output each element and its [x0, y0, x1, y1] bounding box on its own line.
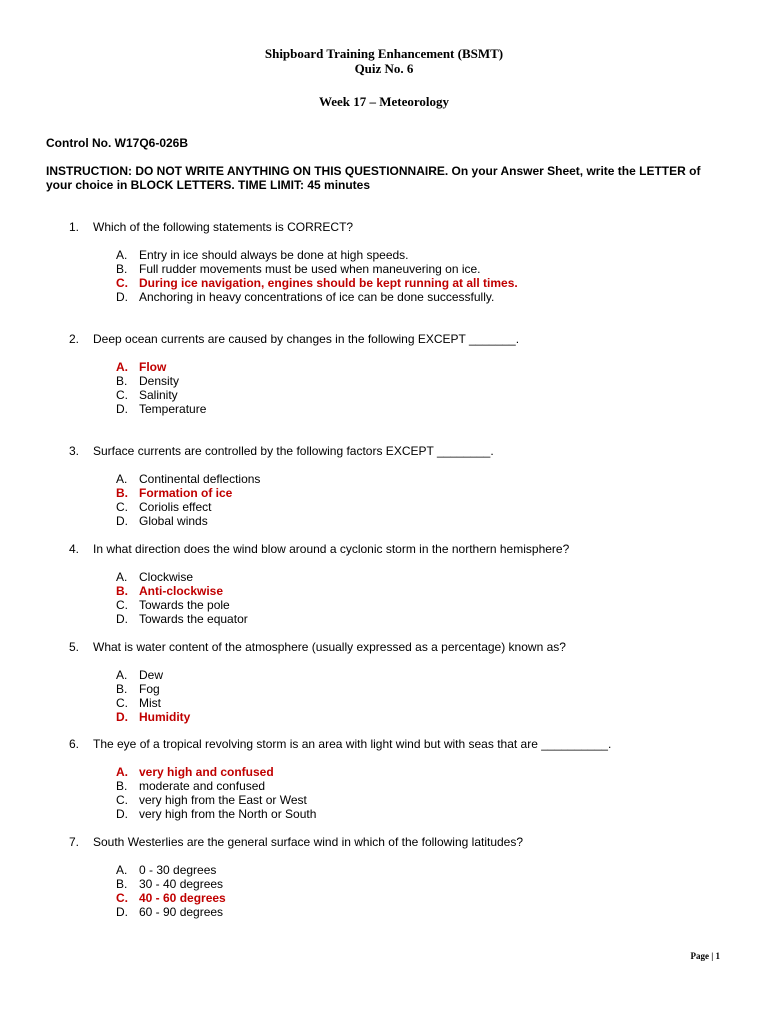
question-number: 3. [69, 444, 80, 458]
option-text: Density [139, 374, 180, 388]
option-text: Dew [139, 668, 164, 682]
option-letter: B. [116, 262, 128, 276]
option-text: Coriolis effect [139, 500, 212, 514]
option-a-correct [0, 765, 768, 779]
option-text: 0 - 30 degrees [139, 863, 217, 877]
document-header [0, 46, 768, 76]
option-text: 60 - 90 degrees [139, 905, 224, 919]
option-letter: C. [116, 696, 128, 710]
option-b [0, 374, 768, 388]
option-letter: A. [116, 668, 128, 682]
question-6 [0, 737, 768, 821]
option-text: 30 - 40 degrees [139, 877, 224, 891]
option-text: Temperature [139, 402, 207, 416]
page-number: Page | 1 [690, 951, 720, 961]
option-text: Global winds [139, 514, 208, 528]
option-c [0, 598, 768, 612]
options-list [0, 360, 768, 416]
option-letter: C. [116, 500, 128, 514]
option-text: Full rudder movements must be used when maneuvering on ice. [139, 262, 481, 276]
option-c [0, 500, 768, 514]
question-text: Deep ocean currents are caused by changes in the following EXCEPT _______. [93, 332, 520, 346]
option-text: Mist [139, 696, 161, 710]
option-letter: B. [116, 486, 128, 500]
option-text: Formation of ice [139, 486, 233, 500]
option-a [0, 668, 768, 682]
option-letter: D. [116, 290, 128, 304]
option-text: Fog [139, 682, 160, 696]
option-letter: B. [116, 374, 128, 388]
option-b [0, 262, 768, 276]
question-3 [0, 444, 768, 528]
option-a [0, 472, 768, 486]
question-text: What is water content of the atmosphere (usually expressed as a percentage) known as? [93, 640, 566, 654]
option-letter: D. [116, 402, 128, 416]
document-title: Shipboard Training Enhancement (BSMT) [264, 46, 504, 61]
week-title: Week 17 – Meteorology [318, 94, 450, 109]
options-list [0, 248, 768, 304]
question-text: Which of the following statements is CORRECT? [93, 220, 354, 234]
question-number: 6. [69, 737, 80, 751]
option-letter: A. [116, 248, 128, 262]
option-letter: B. [116, 584, 128, 598]
instruction-text: INSTRUCTION: DO NOT WRITE ANYTHING ON THIS QUESTIONNAIRE. On your Answer Sheet, write the LETTER of your choice in BLOCK LETTERS. TIME LIMIT: 45 minutes [46, 164, 701, 192]
option-text: Humidity [139, 710, 191, 724]
options-list [0, 668, 768, 724]
option-text: moderate and confused [139, 779, 266, 793]
option-text: Towards the pole [139, 598, 230, 612]
option-a [0, 570, 768, 584]
option-letter: B. [116, 682, 128, 696]
options-list [0, 863, 768, 919]
option-text: Continental deflections [139, 472, 261, 486]
question-number: 7. [69, 835, 80, 849]
option-text: 40 - 60 degrees [139, 891, 226, 905]
question-1 [0, 220, 768, 304]
option-letter: A. [116, 863, 128, 877]
option-b-correct [0, 486, 768, 500]
option-b [0, 877, 768, 891]
option-d-correct [0, 710, 768, 724]
option-c-correct [0, 276, 768, 290]
option-text: very high from the East or West [139, 793, 307, 807]
option-d [0, 402, 768, 416]
question-text: The eye of a tropical revolving storm is an area with light wind but with seas that are __________. [93, 737, 612, 751]
option-text: Anchoring in heavy concentrations of ice can be done successfully. [139, 290, 495, 304]
option-b [0, 779, 768, 793]
option-letter: B. [116, 779, 128, 793]
option-text: During ice navigation, engines should be kept running at all times. [139, 276, 518, 290]
option-letter: C. [116, 276, 128, 290]
question-number: 1. [69, 220, 80, 234]
option-text: Flow [139, 360, 167, 374]
option-b [0, 682, 768, 696]
option-letter: A. [116, 765, 128, 779]
option-d [0, 290, 768, 304]
option-letter: A. [116, 360, 128, 374]
option-c-correct [0, 891, 768, 905]
option-text: very high and confused [139, 765, 274, 779]
options-list [0, 570, 768, 626]
option-d [0, 514, 768, 528]
option-text: Towards the equator [139, 612, 248, 626]
option-text: Anti-clockwise [139, 584, 224, 598]
option-letter: D. [116, 612, 128, 626]
option-text: Entry in ice should always be done at high speeds. [139, 248, 409, 262]
question-2 [0, 332, 768, 416]
question-7 [0, 835, 768, 919]
option-d [0, 807, 768, 821]
question-text: Surface currents are controlled by the following factors EXCEPT ________. [93, 444, 494, 458]
option-a [0, 863, 768, 877]
option-text: Clockwise [139, 570, 194, 584]
option-letter: A. [116, 570, 128, 584]
control-number: Control No. W17Q6-026B [46, 136, 189, 150]
option-letter: D. [116, 710, 128, 724]
option-letter: B. [116, 877, 128, 891]
option-text: very high from the North or South [139, 807, 317, 821]
question-5 [0, 640, 768, 724]
option-c [0, 793, 768, 807]
option-a-correct [0, 360, 768, 374]
option-letter: C. [116, 388, 128, 402]
question-number: 2. [69, 332, 80, 346]
options-list [0, 765, 768, 821]
option-a [0, 248, 768, 262]
quiz-number: Quiz No. 6 [354, 61, 414, 76]
question-text: South Westerlies are the general surface wind in which of the following latitudes? [93, 835, 524, 849]
question-number: 4. [69, 542, 80, 556]
question-4 [0, 542, 768, 626]
option-letter: A. [116, 472, 128, 486]
option-d [0, 905, 768, 919]
option-letter: D. [116, 514, 128, 528]
option-letter: D. [116, 807, 128, 821]
question-number: 5. [69, 640, 80, 654]
option-c [0, 388, 768, 402]
option-c [0, 696, 768, 710]
option-b-correct [0, 584, 768, 598]
question-text: In what direction does the wind blow around a cyclonic storm in the northern hemisphere? [93, 542, 570, 556]
option-letter: C. [116, 891, 128, 905]
option-letter: C. [116, 793, 128, 807]
option-letter: C. [116, 598, 128, 612]
option-text: Salinity [139, 388, 178, 402]
option-d [0, 612, 768, 626]
option-letter: D. [116, 905, 128, 919]
options-list [0, 472, 768, 528]
